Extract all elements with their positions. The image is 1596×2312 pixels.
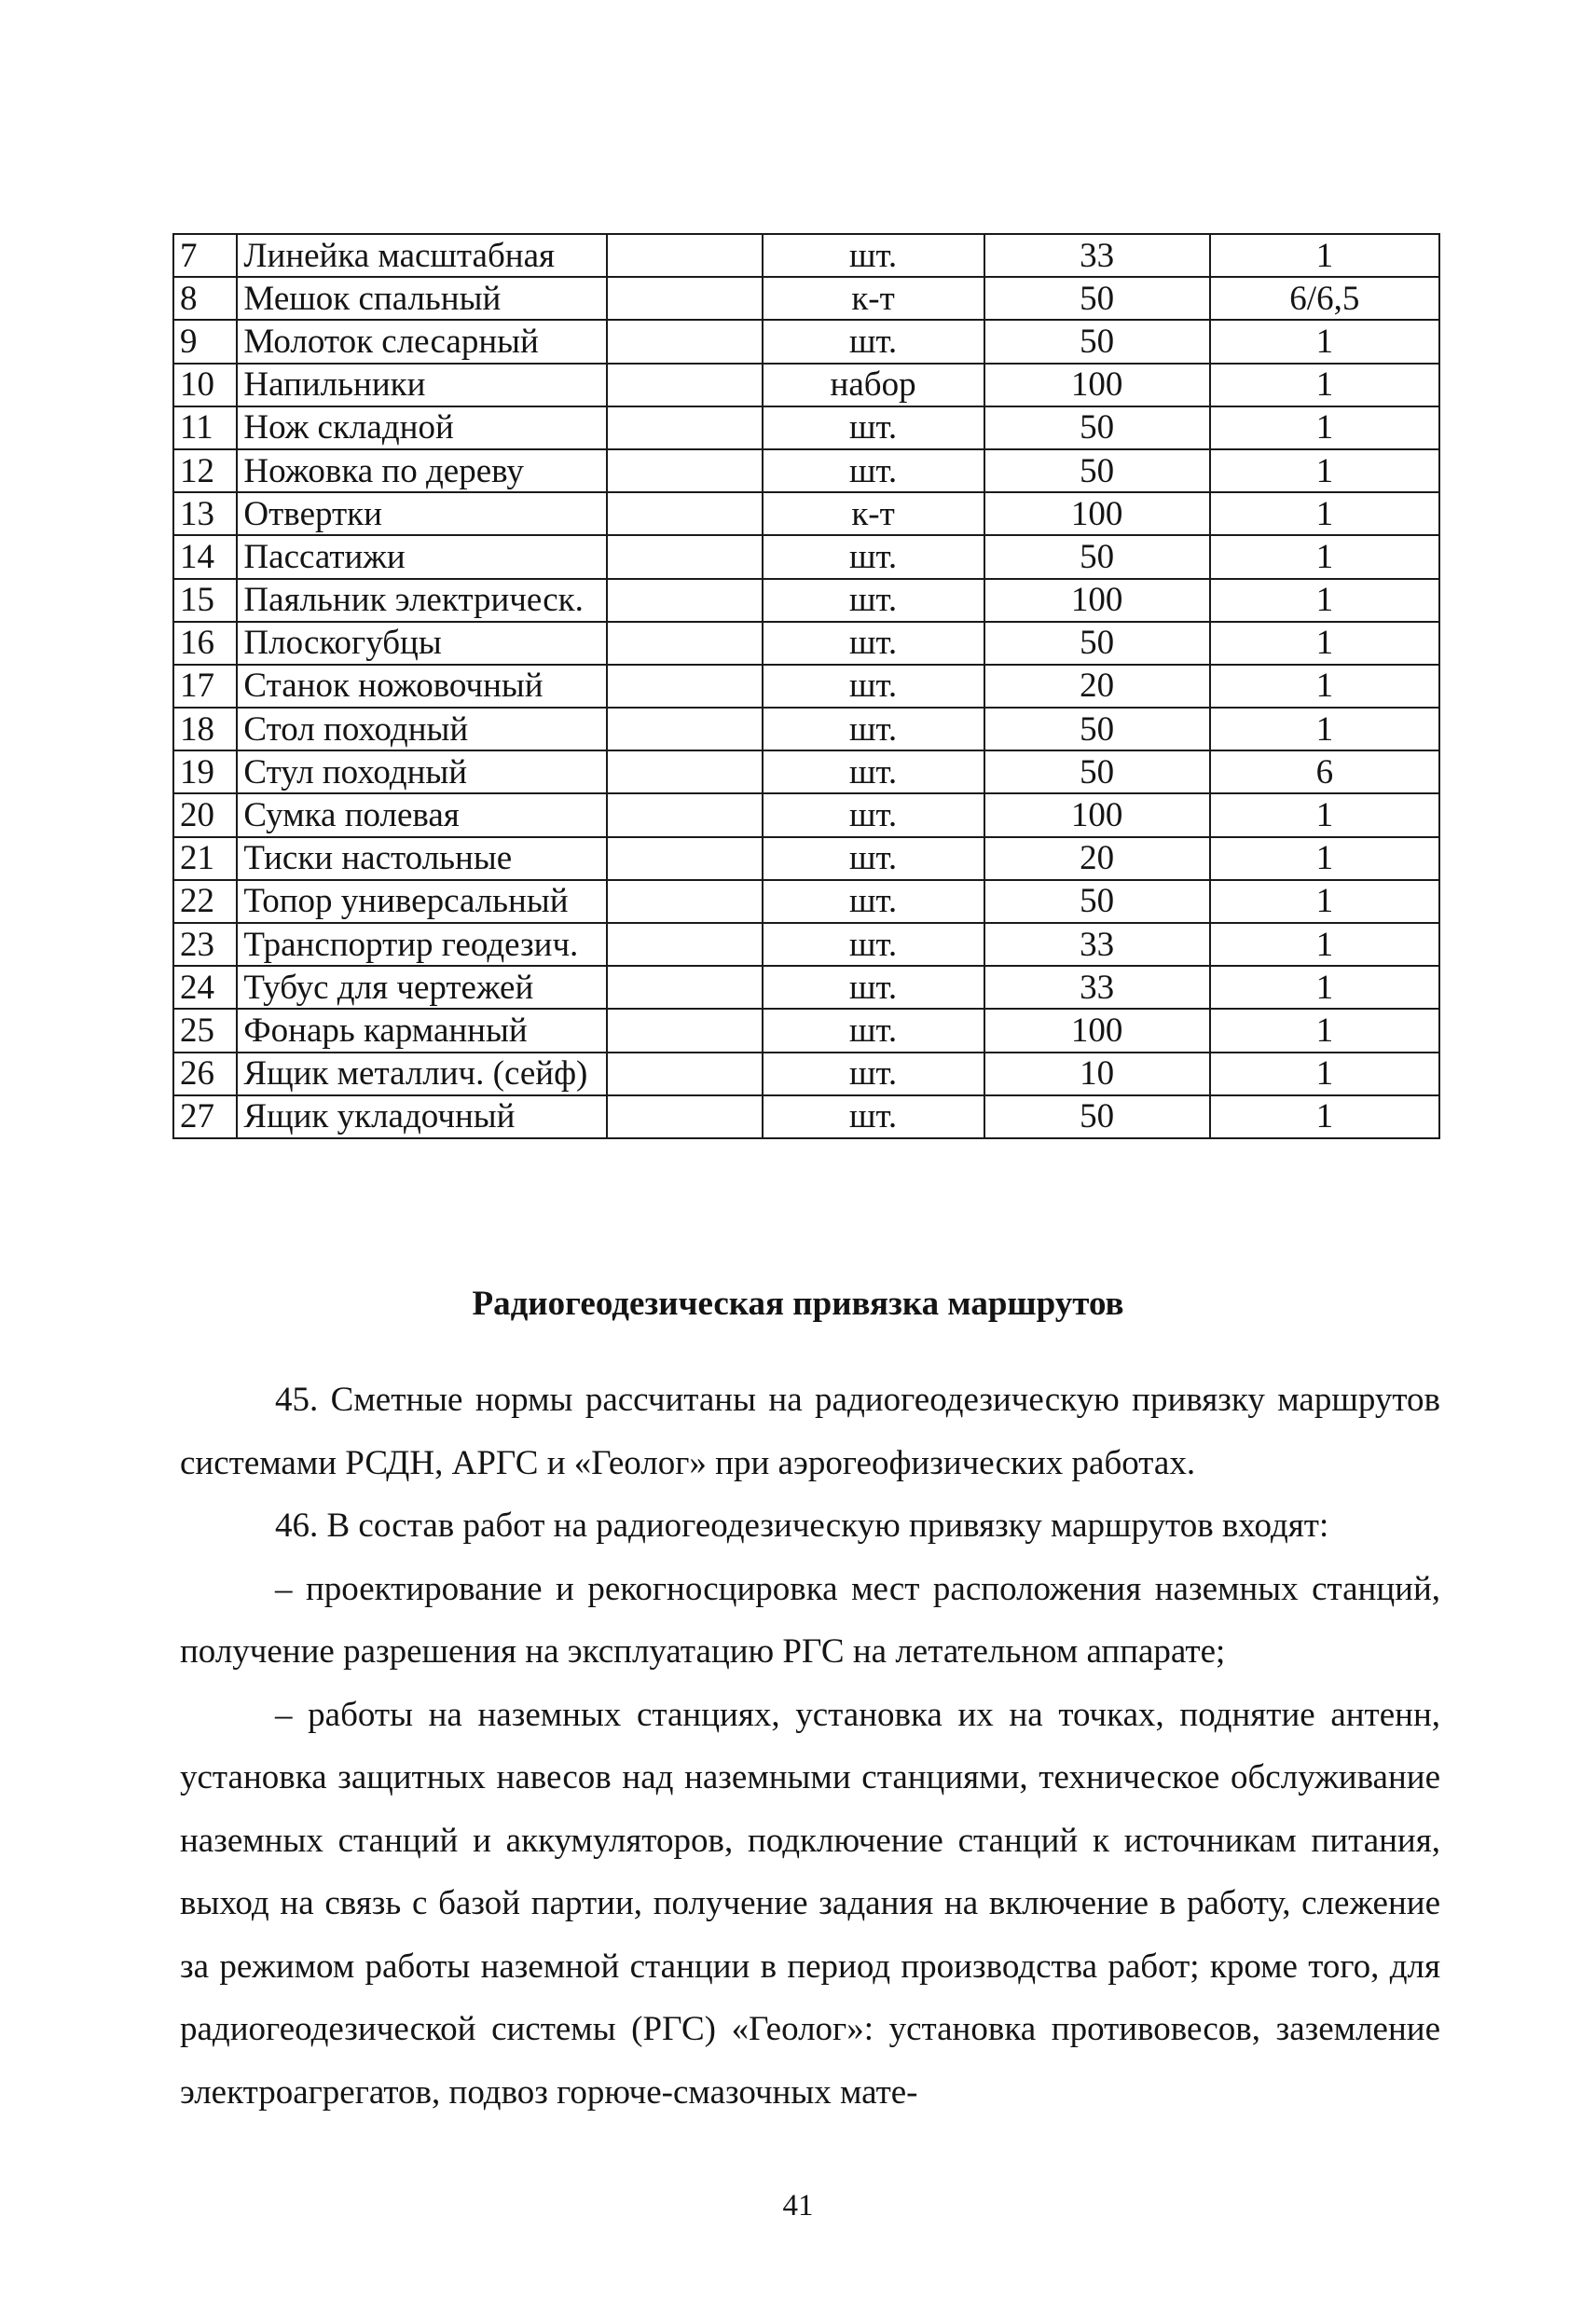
row-number: 23: [173, 923, 237, 966]
item-name: Плоскогубцы: [237, 622, 607, 665]
norm-cell: 20: [984, 837, 1210, 880]
table-row: [173, 923, 1439, 966]
empty-cell: [607, 793, 762, 836]
unit-cell: шт.: [763, 1095, 984, 1138]
table-row: [173, 750, 1439, 793]
table-row: [173, 837, 1439, 880]
row-number: 21: [173, 837, 237, 880]
unit-cell: к-т: [763, 492, 984, 535]
quantity-cell: 1: [1210, 837, 1439, 880]
norm-cell: 50: [984, 1095, 1210, 1138]
quantity-cell: 1: [1210, 1053, 1439, 1095]
table-row: [173, 579, 1439, 622]
norm-cell: 100: [984, 492, 1210, 535]
equipment-table-body: [173, 234, 1439, 1138]
unit-cell: шт.: [763, 406, 984, 449]
norm-cell: 100: [984, 793, 1210, 836]
unit-cell: шт.: [763, 708, 984, 750]
quantity-cell: 1: [1210, 234, 1439, 277]
norm-cell: 100: [984, 364, 1210, 406]
empty-cell: [607, 1095, 762, 1138]
empty-cell: [607, 750, 762, 793]
row-number: 19: [173, 750, 237, 793]
unit-cell: шт.: [763, 622, 984, 665]
table-row: [173, 320, 1439, 363]
paragraph: – проектирование и рекогносцировка мест расположения наземных станций, получение разрешения на эксплуатацию РГС на летательном аппарате;: [180, 1569, 1440, 1671]
item-name: Паяльник электрическ.: [237, 579, 607, 622]
unit-cell: шт.: [763, 837, 984, 880]
item-name: Тубус для чертежей: [237, 966, 607, 1009]
unit-cell: шт.: [763, 750, 984, 793]
item-name: Транспортир геодезич.: [237, 923, 607, 966]
table-row: [173, 708, 1439, 750]
row-number: 8: [173, 277, 237, 320]
norm-cell: 50: [984, 277, 1210, 320]
equipment-table: [172, 233, 1440, 1139]
unit-cell: шт.: [763, 880, 984, 923]
item-name: Ящик металлич. (сейф): [237, 1053, 607, 1095]
item-name: Отвертки: [237, 492, 607, 535]
paragraph: 45. Сметные нормы рассчитаны на радиогеодезическую привязку маршрутов системами РСДН, АРГС и «Геолог» при аэрогеофизических работах.: [180, 1381, 1440, 1482]
table-row: [173, 622, 1439, 665]
item-name: Ножовка по дереву: [237, 449, 607, 492]
quantity-cell: 1: [1210, 535, 1439, 578]
quantity-cell: 1: [1210, 492, 1439, 535]
paragraph: 46. В состав работ на радиогеодезическую привязку маршрутов входят:: [275, 1507, 1329, 1545]
quantity-cell: 1: [1210, 923, 1439, 966]
empty-cell: [607, 492, 762, 535]
row-number: 11: [173, 406, 237, 449]
norm-cell: 50: [984, 880, 1210, 923]
quantity-cell: 1: [1210, 708, 1439, 750]
quantity-cell: 1: [1210, 406, 1439, 449]
item-name: Напильники: [237, 364, 607, 406]
quantity-cell: 1: [1210, 449, 1439, 492]
row-number: 25: [173, 1009, 237, 1052]
empty-cell: [607, 966, 762, 1009]
unit-cell: к-т: [763, 277, 984, 320]
unit-cell: шт.: [763, 1009, 984, 1052]
unit-cell: шт.: [763, 579, 984, 622]
row-number: 9: [173, 320, 237, 363]
row-number: 12: [173, 449, 237, 492]
table-row: [173, 1053, 1439, 1095]
item-name: Стол походный: [237, 708, 607, 750]
norm-cell: 100: [984, 579, 1210, 622]
table-row: [173, 535, 1439, 578]
norm-cell: 10: [984, 1053, 1210, 1095]
item-name: Ящик укладочный: [237, 1095, 607, 1138]
norm-cell: 50: [984, 535, 1210, 578]
item-name: Молоток слесарный: [237, 320, 607, 363]
norm-cell: 100: [984, 1009, 1210, 1052]
norm-cell: 50: [984, 622, 1210, 665]
empty-cell: [607, 837, 762, 880]
table-row: [173, 492, 1439, 535]
norm-cell: 33: [984, 966, 1210, 1009]
quantity-cell: 1: [1210, 1095, 1439, 1138]
quantity-cell: 6: [1210, 750, 1439, 793]
table-row: [173, 1009, 1439, 1052]
row-number: 24: [173, 966, 237, 1009]
page-number: 41: [782, 2189, 814, 2223]
table-row: [173, 793, 1439, 836]
table-row: [173, 880, 1439, 923]
empty-cell: [607, 1009, 762, 1052]
item-name: Стул походный: [237, 750, 607, 793]
quantity-cell: 1: [1210, 793, 1439, 836]
quantity-cell: 6/6,5: [1210, 277, 1439, 320]
row-number: 13: [173, 492, 237, 535]
empty-cell: [607, 449, 762, 492]
quantity-cell: 1: [1210, 665, 1439, 708]
norm-cell: 50: [984, 320, 1210, 363]
norm-cell: 20: [984, 665, 1210, 708]
empty-cell: [607, 880, 762, 923]
norm-cell: 50: [984, 750, 1210, 793]
item-name: Нож складной: [237, 406, 607, 449]
body-text: [180, 1369, 1440, 2124]
norm-cell: 50: [984, 708, 1210, 750]
row-number: 27: [173, 1095, 237, 1138]
empty-cell: [607, 277, 762, 320]
quantity-cell: 1: [1210, 320, 1439, 363]
table-row: [173, 449, 1439, 492]
quantity-cell: 1: [1210, 364, 1439, 406]
row-number: 22: [173, 880, 237, 923]
section-title: Радиогеодезическая привязка маршрутов: [472, 1285, 1124, 1323]
table-row: [173, 665, 1439, 708]
paragraph: – работы на наземных станциях, установка их на точках, поднятие антенн, установка защитных навесов над наземными станциями, техническое обслуживание наземных станций и аккумуляторов, подключение станций к источникам питания, выход на связь с базой партии, получение задания на включение в работу, слежение за режимом работы наземной станции в период производства работ; кроме того, для радиогеодезической системы (РГС) «Геолог»: установка противовесов, заземление электроагрегатов, подвоз горюче-смазочных мате-: [180, 1695, 1440, 2112]
row-number: 18: [173, 708, 237, 750]
quantity-cell: 1: [1210, 880, 1439, 923]
item-name: Пассатижи: [237, 535, 607, 578]
row-number: 7: [173, 234, 237, 277]
empty-cell: [607, 234, 762, 277]
item-name: Фонарь карманный: [237, 1009, 607, 1052]
unit-cell: шт.: [763, 1053, 984, 1095]
row-number: 14: [173, 535, 237, 578]
table-row: [173, 1095, 1439, 1138]
unit-cell: шт.: [763, 966, 984, 1009]
norm-cell: 33: [984, 234, 1210, 277]
empty-cell: [607, 364, 762, 406]
table-row: [173, 234, 1439, 277]
empty-cell: [607, 406, 762, 449]
quantity-cell: 1: [1210, 1009, 1439, 1052]
row-number: 10: [173, 364, 237, 406]
item-name: Станок ножовочный: [237, 665, 607, 708]
row-number: 16: [173, 622, 237, 665]
unit-cell: шт.: [763, 234, 984, 277]
empty-cell: [607, 665, 762, 708]
empty-cell: [607, 708, 762, 750]
row-number: 26: [173, 1053, 237, 1095]
table-row: [173, 966, 1439, 1009]
empty-cell: [607, 535, 762, 578]
unit-cell: шт.: [763, 665, 984, 708]
empty-cell: [607, 923, 762, 966]
unit-cell: шт.: [763, 449, 984, 492]
empty-cell: [607, 320, 762, 363]
empty-cell: [607, 579, 762, 622]
item-name: Тиски настольные: [237, 837, 607, 880]
item-name: Сумка полевая: [237, 793, 607, 836]
norm-cell: 50: [984, 406, 1210, 449]
table-row: [173, 406, 1439, 449]
unit-cell: шт.: [763, 923, 984, 966]
item-name: Топор универсальный: [237, 880, 607, 923]
unit-cell: шт.: [763, 535, 984, 578]
table-row: [173, 364, 1439, 406]
table-row: [173, 277, 1439, 320]
quantity-cell: 1: [1210, 966, 1439, 1009]
norm-cell: 33: [984, 923, 1210, 966]
row-number: 17: [173, 665, 237, 708]
unit-cell: шт.: [763, 793, 984, 836]
item-name: Мешок спальный: [237, 277, 607, 320]
quantity-cell: 1: [1210, 579, 1439, 622]
empty-cell: [607, 622, 762, 665]
empty-cell: [607, 1053, 762, 1095]
unit-cell: набор: [763, 364, 984, 406]
norm-cell: 50: [984, 449, 1210, 492]
row-number: 15: [173, 579, 237, 622]
unit-cell: шт.: [763, 320, 984, 363]
quantity-cell: 1: [1210, 622, 1439, 665]
item-name: Линейка масштабная: [237, 234, 607, 277]
row-number: 20: [173, 793, 237, 836]
